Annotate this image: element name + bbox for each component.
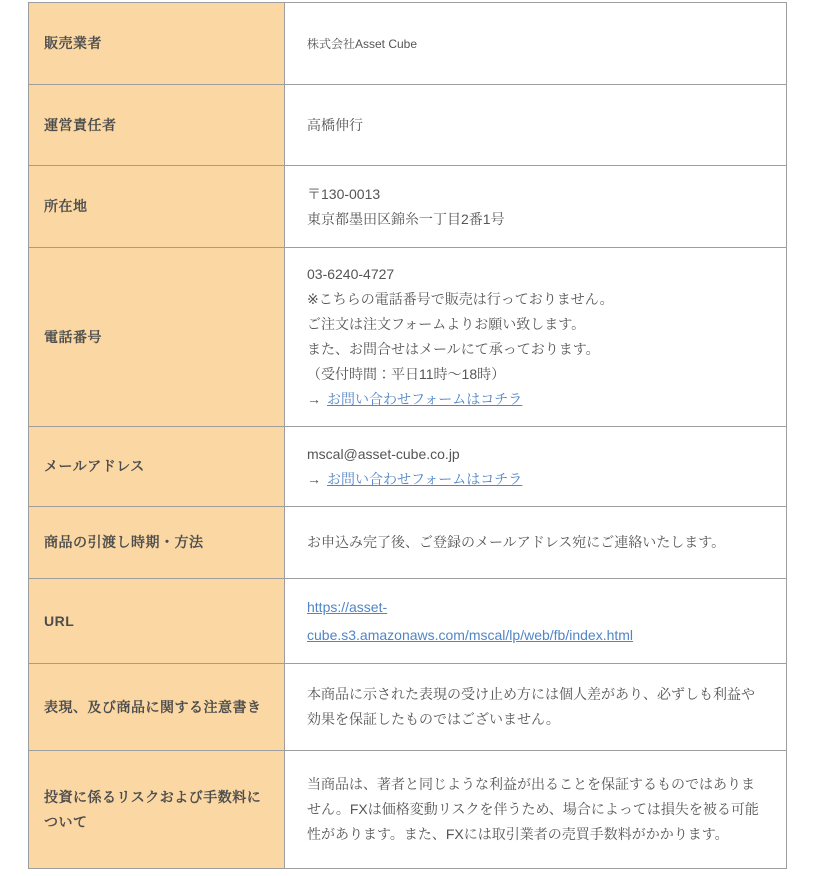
seller-name: 株式会社Asset Cube <box>307 36 418 51</box>
phone-note-3: また、お問合せはメールにて承っております。 <box>307 341 600 357</box>
row-header-delivery: 商品の引渡し時期・方法 <box>29 507 285 579</box>
legal-disclosure-table <box>28 2 787 869</box>
street-address: 東京都墨田区錦糸一丁目2番1号 <box>307 210 505 227</box>
row-value-delivery <box>285 507 787 579</box>
row-header-url: URL <box>29 579 285 664</box>
table-row-manager <box>29 85 787 166</box>
phone-number: 03-6240-4727 <box>307 266 395 282</box>
email-address: mscal@asset-cube.co.jp <box>307 445 460 462</box>
delivery-text: お申込み完了後、ご登録のメールアドレス宛にご連絡いたします。 <box>307 534 726 550</box>
table-row-expression-note <box>29 664 787 751</box>
arrow-icon: → <box>307 391 321 407</box>
row-header-seller: 販売業者 <box>29 3 285 85</box>
postal-code: 〒130-0013 <box>307 185 381 202</box>
contact-form-link[interactable]: お問い合わせフォームはコチラ <box>327 470 523 487</box>
phone-note-1: ※こちらの電話番号で販売は行っておりません。 <box>307 291 614 307</box>
arrow-icon: → <box>307 470 321 487</box>
manager-name: 高橋伸行 <box>307 116 363 133</box>
contact-form-link[interactable]: お問い合わせフォームはコチラ <box>327 391 523 407</box>
row-value-manager <box>285 85 787 166</box>
row-header-risk-fee: 投資に係るリスクおよび手数料について <box>29 751 285 869</box>
row-value-seller <box>285 3 787 85</box>
table-row-delivery <box>29 507 787 579</box>
row-value-address <box>285 166 787 248</box>
row-value-phone <box>285 248 787 427</box>
row-header-manager: 運営責任者 <box>29 85 285 166</box>
table-row-seller <box>29 3 787 85</box>
table-row-email <box>29 427 787 507</box>
row-header-email: メールアドレス <box>29 427 285 507</box>
row-value-risk-fee <box>285 751 787 869</box>
risk-fee-text: 当商品は、著者と同じような利益が出ることを保証するものではありません。FXは価格変動リスクを伴うため、場合によっては損失を被る可能性があります。また、FXには取引業者の売買手数料がかかります。 <box>307 776 759 842</box>
row-header-phone: 電話番号 <box>29 248 285 427</box>
row-header-expression-note: 表現、及び商品に関する注意書き <box>29 664 285 751</box>
table-row-address <box>29 166 787 248</box>
product-url-link[interactable]: https://asset- cube.s3.amazonaws.com/mscal/lp/web/fb/index.html <box>307 599 634 643</box>
row-value-url <box>285 579 787 664</box>
phone-hours: （受付時間：平日11時～18時） <box>307 366 506 382</box>
row-header-address: 所在地 <box>29 166 285 248</box>
row-value-email <box>285 427 787 507</box>
expression-note-text: 本商品に示された表現の受け止め方には個人差があり、必ずしも利益や効果を保証したものではございません。 <box>307 686 755 727</box>
table-row-phone <box>29 248 787 427</box>
table-row-url <box>29 579 787 664</box>
phone-note-2: ご注文は注文フォームよりお願い致します。 <box>307 316 586 332</box>
row-value-expression-note <box>285 664 787 751</box>
table-row-risk-fee <box>29 751 787 869</box>
